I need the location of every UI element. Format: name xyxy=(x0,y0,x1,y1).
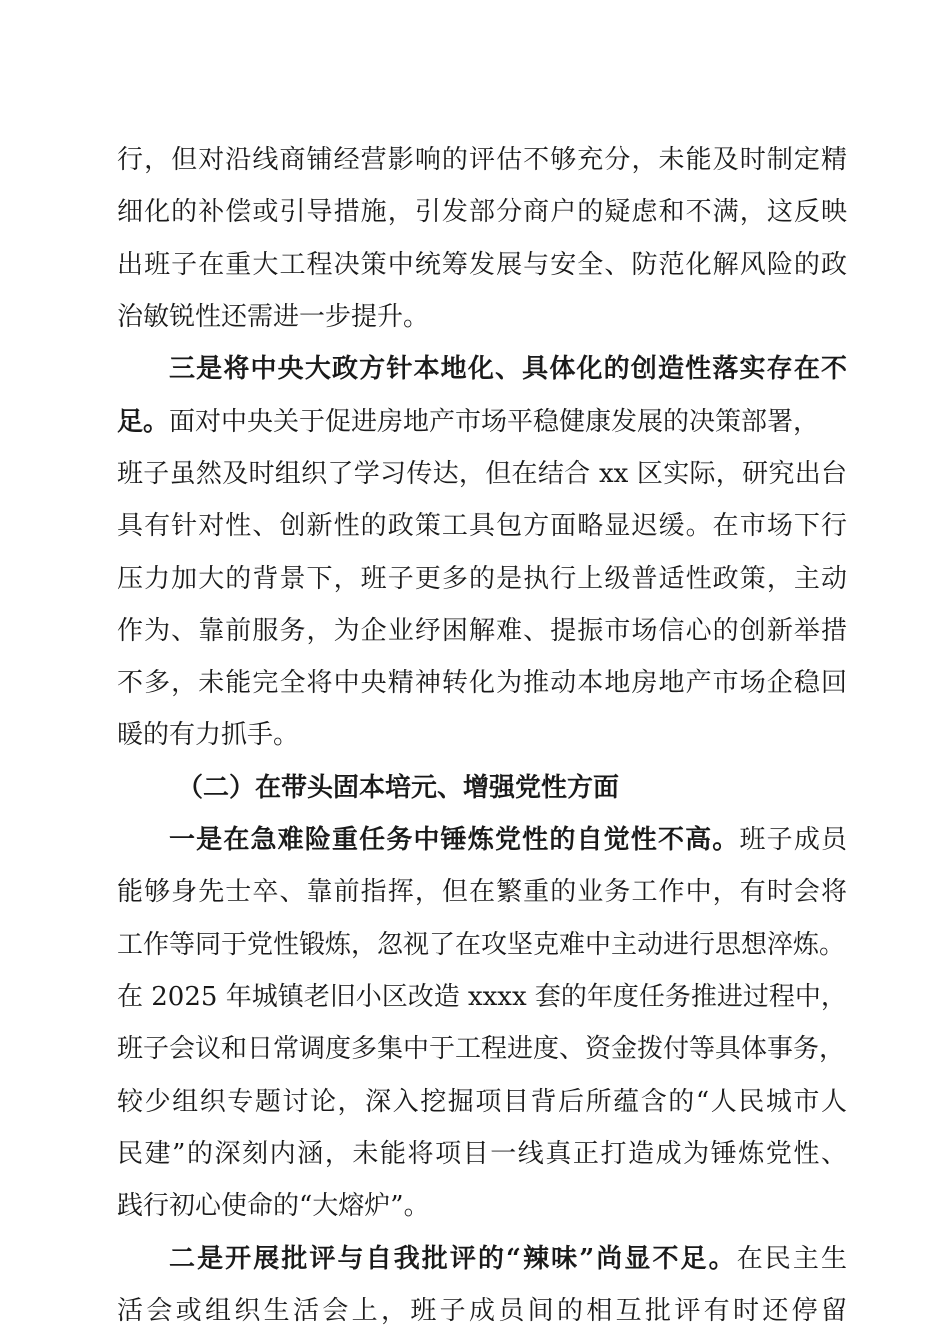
paragraph-3-line-8: 践行初心使命的“大熔炉”。 xyxy=(117,1191,430,1221)
paragraph-3-line-6: 较少组织专题讨论，深入挖掘项目背后所蕴含的“人民城市人 xyxy=(117,1087,847,1117)
paragraph-2-line-5: 压力加大的背景下，班子更多的是执行上级普适性政策，主动 xyxy=(117,564,847,594)
paragraph-1-line-3: 出班子在重大工程决策中统筹发展与安全、防范化解风险的政 xyxy=(117,250,847,280)
paragraph-4-line-2: 活会或组织生活会上，班子成员间的相互批评有时还停留 xyxy=(117,1296,847,1326)
paragraph-1-line-2: 细化的补偿或引导措施，引发部分商户的疑虑和不满，这反映 xyxy=(117,197,847,227)
paragraph-1-line-1: 行，但对沿线商铺经营影响的评估不够充分，未能及时制定精 xyxy=(117,145,847,175)
paragraph-2-line-2 xyxy=(117,400,847,444)
paragraph-4-line-1-text: 在民主生 xyxy=(736,1244,847,1274)
paragraph-3-line-5: 班子会议和日常调度多集中于工程进度、资金拨付等具体事务， xyxy=(117,1034,846,1064)
paragraph-3-line-4: 在 2025 年城镇老旧小区改造 xxxx 套的年度任务推进过程中， xyxy=(117,982,847,1012)
paragraph-2-lead-line: 三是将中央大政方针本地化、具体化的创造性落实存在不 xyxy=(169,354,847,384)
paragraph-2-lead-end: 足。 xyxy=(117,407,170,437)
paragraph-2-line-6: 作为、靠前服务，为企业纾困解难、提振市场信心的创新举措 xyxy=(117,616,847,646)
paragraph-2-line-2-text: 面对中央关于促进房地产市场平稳健康发展的决策部署， xyxy=(169,407,820,437)
paragraph-3-line-7: 民建”的深刻内涵，未能将项目一线真正打造成为锤炼党性、 xyxy=(117,1139,847,1169)
paragraph-3-line-2: 能够身先士卒、靠前指挥，但在繁重的业务工作中，有时会将 xyxy=(117,877,847,907)
section-heading: （二）在带头固本培元、增强党性方面 xyxy=(177,773,620,803)
paragraph-3-line-3: 工作等同于党性锻炼，忽视了在攻坚克难中主动进行思想淬炼。 xyxy=(117,930,846,960)
paragraph-4-lead: 二是开展批评与自我批评的“辣味”尚显不足。 xyxy=(169,1244,737,1274)
paragraph-4-lead-line xyxy=(169,1237,847,1281)
paragraph-2-line-4: 具有针对性、创新性的政策工具包方面略显迟缓。在市场下行 xyxy=(117,511,847,541)
paragraph-2-line-7: 不多，未能完全将中央精神转化为推动本地房地产市场企稳回 xyxy=(117,668,847,698)
paragraph-2-line-8: 暖的有力抓手。 xyxy=(117,720,300,750)
paragraph-3-lead-line xyxy=(169,818,847,862)
paragraph-2-line-3: 班子虽然及时组织了学习传达，但在结合 xx 区实际，研究出台 xyxy=(117,459,847,489)
paragraph-3-lead: 一是在急难险重任务中锤炼党性的自觉性不高。 xyxy=(169,825,740,855)
paragraph-1-line-4: 治敏锐性还需进一步提升。 xyxy=(117,302,430,332)
paragraph-3-line-1-text: 班子成员 xyxy=(739,825,847,855)
